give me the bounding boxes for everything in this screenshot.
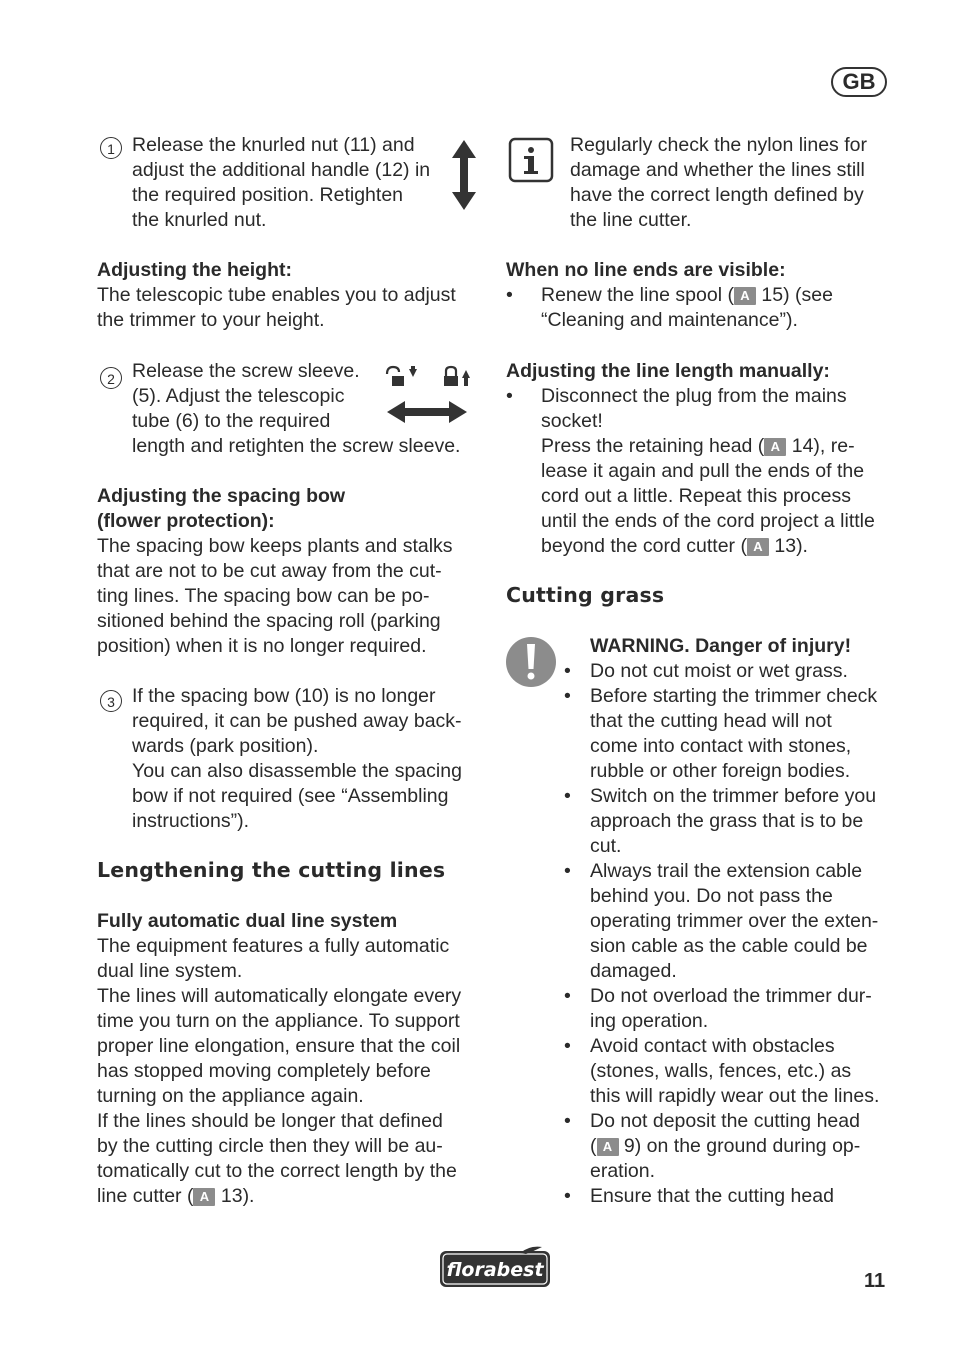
- step-number-2: 2: [100, 367, 122, 389]
- up-down-arrow-icon: [450, 140, 478, 210]
- figure-a-label: A: [747, 538, 769, 556]
- step2-text: Release the screw sleeve. (5). Adjust the telescopic tube (6) to the required length and retighten the screw sleeve.: [132, 360, 461, 457]
- manual-length-section: Adjusting the line length manually: • Disconnect the plug from the mains socket! Press the retaining head ( A 14), re- lease it again and pull the ends of the cord out a little. Repeat this process until the ends of the cord project a little beyond the cord cutter ( A 13).: [506, 360, 875, 557]
- page-number: 11: [864, 1270, 886, 1292]
- info-icon: [508, 137, 554, 185]
- lock-unlock-icon: [383, 364, 475, 426]
- svg-text:florabest: florabest: [446, 1259, 544, 1281]
- florabest-logo: [438, 1245, 552, 1289]
- height-section: Adjusting the height: The telescopic tube enables you to adjust the trimmer to your height.: [97, 259, 456, 331]
- language-badge: GB: [831, 67, 887, 97]
- info-text: Regularly check the nylon lines for damage and whether the lines still have the correct length defined by the line cutter.: [570, 134, 867, 231]
- cutting-grass-warnings: WARNING. Danger of injury! • Do not cut moist or wet grass. • Before starting the trimmer check that the cutting head will not come into contact with stones, rubble or other foreign bodies. • Switch on the trimmer before you approach the grass that is to be cut. • Always trail the extension cable behind you. Do not pass the operating trimmer over the exten- sion cable as the cable could be damaged. • Do not overload the trimmer dur- ing operation. • Avoid contact with obstacles (stones, walls, fences, etc.) as this will rapidly wear out the lines. • Do not deposit the cutting head ( A 9) on the ground during op- eration. • Ensure that the cutting head: [564, 635, 880, 1207]
- figure-a-label: A: [764, 438, 786, 456]
- figure-a-label: A: [597, 1138, 619, 1156]
- spacing-bow-section: Adjusting the spacing bow (flower protection): The spacing bow keeps plants and stalks that are not to be cut away from the cut- ting lines. The spacing bow can be po- sitioned behind the spacing roll (parking position) when it is no longer required.: [97, 485, 453, 657]
- figure-a-label: A: [193, 1188, 215, 1206]
- step1-text: Release the knurled nut (11) and adjust the additional handle (12) in the required position. Retighten the knurled nut.: [132, 134, 431, 231]
- step-number-1: 1: [100, 137, 122, 159]
- step-number-3: 3: [100, 690, 122, 712]
- warning-icon: [505, 636, 557, 688]
- no-line-ends-section: When no line ends are visible: • Renew the line spool ( A 15) (see “Cleaning and maintenance”).: [506, 259, 833, 331]
- lengthening-text: Fully automatic dual line system The equipment features a fully automatic dual line system. The lines will automatically elongate every time you turn on the appliance. To support proper line elongation, ensure that the coil has stopped moving completely before turning on the appliance again. If the lines should be longer that defined by the cutting circle then they will be au- tomatically cut to the correct length by the line cutter ( A 13).: [97, 910, 462, 1207]
- figure-a-label: A: [734, 287, 756, 305]
- section-title-cutting-grass: Cutting grass: [506, 583, 665, 607]
- section-title-lengthening: Lengthening the cutting lines: [97, 858, 446, 882]
- step3-text: If the spacing bow (10) is no longer required, it can be pushed away back- wards (park position). You can also disassemble the spacing bow if not required (see “Assembling instructions”).: [132, 685, 462, 832]
